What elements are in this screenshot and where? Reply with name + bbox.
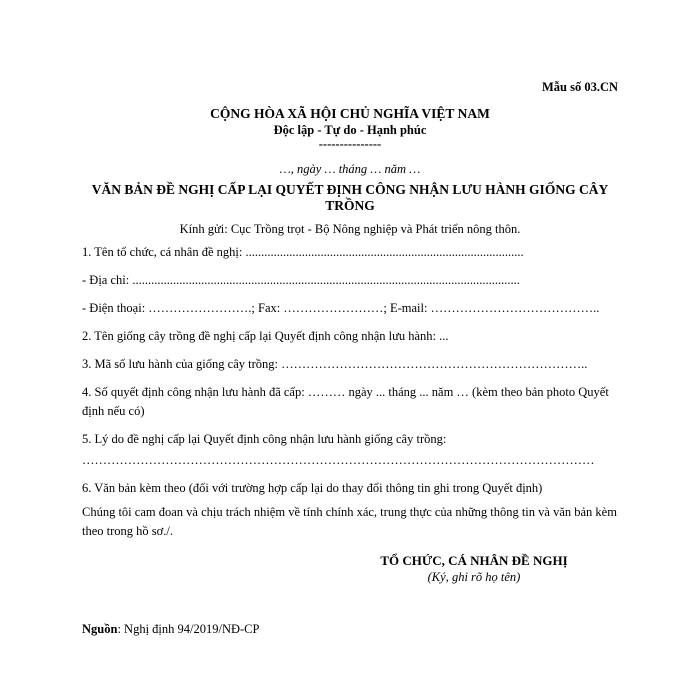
field-reason-label: 5. Lý do đề nghị cấp lại Quyết định công nhận lưu hành giống cây trồng: [82, 432, 447, 446]
commitment-statement: Chúng tôi cam đoan và chịu trách nhiệm về tính chính xác, trung thực của những thông tin và văn bản kèm theo trong hồ sơ./. [82, 505, 617, 538]
motto: Độc lập - Tự do - Hạnh phúc [273, 123, 427, 137]
document-page [82, 78, 618, 636]
field-address: - Địa chỉ: ............................................................................................................................ [82, 273, 520, 287]
national-title: CỘNG HÒA XÃ HỘI CHỦ NGHĨA VIỆT NAM [210, 106, 490, 121]
signature-note: (Ký, ghi rõ họ tên) [427, 570, 521, 584]
field-contact: - Điện thoại: …………………….; Fax: ……………………; E-mail: ………………………………….. [82, 301, 600, 315]
field-circulation-code: 3. Mã số lưu hành của giống cây trồng: ……………………………………………………………….. [82, 357, 588, 371]
dateline: …, ngày … tháng … năm … [279, 162, 421, 176]
field-attachments: 6. Văn bản kèm theo (đối với trường hợp cấp lại do thay đổi thông tin ghi trong Quyết định) [82, 481, 543, 495]
field-variety-name: 2. Tên giống cây trồng đề nghị cấp lại Quyết định công nhận lưu hành: ... [82, 329, 449, 343]
form-code: Mẫu số 03.CN [541, 80, 618, 94]
field-organization-name: 1. Tên tổ chức, cá nhân đề nghị: ......................................................................................... [82, 245, 524, 259]
signature-title: TỔ CHỨC, CÁ NHÂN ĐỀ NGHỊ [380, 553, 568, 568]
recipient: Kính gửi: Cục Trồng trọt - Bộ Nông nghiệp và Phát triển nông thôn. [179, 222, 521, 236]
source-label: Nguồn [82, 622, 118, 636]
document-title: VĂN BẢN ĐỀ NGHỊ CẤP LẠI QUYẾT ĐỊNH CÔNG NHẬN LƯU HÀNH GIỐNG CÂY TRỒNG [91, 182, 609, 213]
signature-block [334, 552, 614, 586]
source-text: : Nghị định 94/2019/NĐ-CP [117, 622, 260, 636]
header-divider: --------------- [318, 137, 382, 151]
field-reason-blank: …………………………………………………………………………………………………………… [82, 453, 595, 467]
field-decision-number: 4. Số quyết định công nhận lưu hành đã cấp: ……… ngày ... tháng ... năm … (kèm theo bản photo Quyết định nếu có) [82, 385, 609, 418]
source-line [82, 620, 259, 639]
